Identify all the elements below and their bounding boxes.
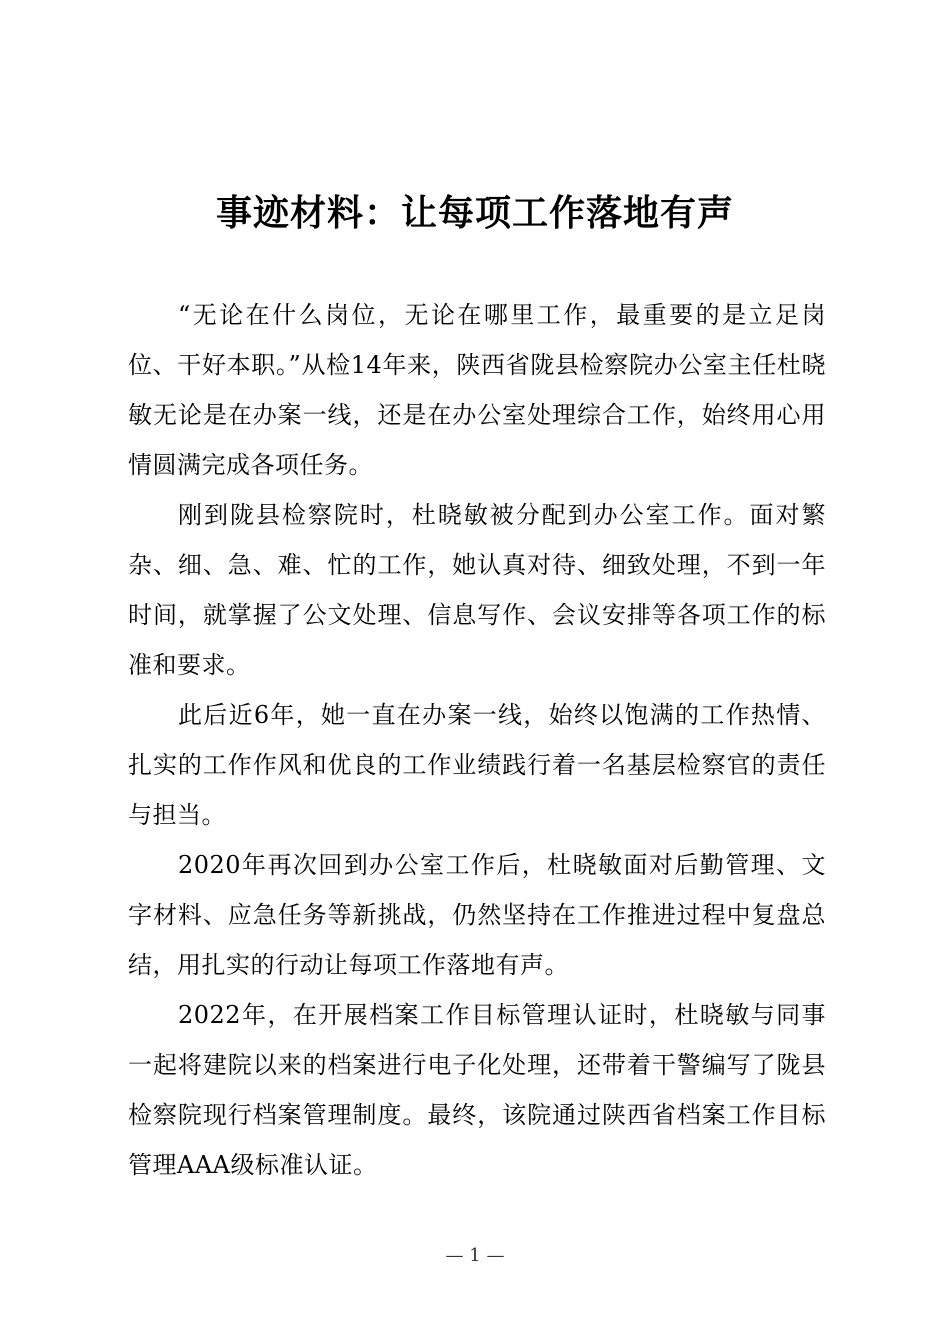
paragraph-4: 2020年再次回到办公室工作后，杜晓敏面对后勤管理、文字材料、应急任务等新挑战，仍然坚持在工作推进过程中复盘总结，用扎实的行动让每项工作落地有声。 xyxy=(128,851,826,979)
paragraph-2: 刚到陇县检察院时，杜晓敏被分配到办公室工作。面对繁杂、细、急、难、忙的工作，她认真对待、细致处理，不到一年时间，就掌握了公文处理、信息写作、会议安排等各项工作的标准和要求。 xyxy=(128,501,826,679)
document-title: 事迹材料：让每项工作落地有声 xyxy=(215,193,734,234)
paragraph-1: “无论在什么岗位，无论在哪里工作，最重要的是立足岗位、干好本职。”从检14年来，陕西省陇县检察院办公室主任杜晓敏无论是在办案一线，还是在办公室处理综合工作，始终用心用情圆满完成各项任务。 xyxy=(128,301,826,479)
page-number: — 1 — xyxy=(445,1245,505,1266)
paragraph-3: 此后近6年，她一直在办案一线，始终以饱满的工作热情、扎实的工作作风和优良的工作业绩践行着一名基层检察官的责任与担当。 xyxy=(128,701,826,829)
paragraph-5: 2022年，在开展档案工作目标管理认证时，杜晓敏与同事一起将建院以来的档案进行电子化处理，还带着干警编写了陇县检察院现行档案管理制度。最终，该院通过陕西省档案工作目标管理AAA级标准认证。 xyxy=(128,1001,826,1179)
document-body xyxy=(128,290,826,1190)
